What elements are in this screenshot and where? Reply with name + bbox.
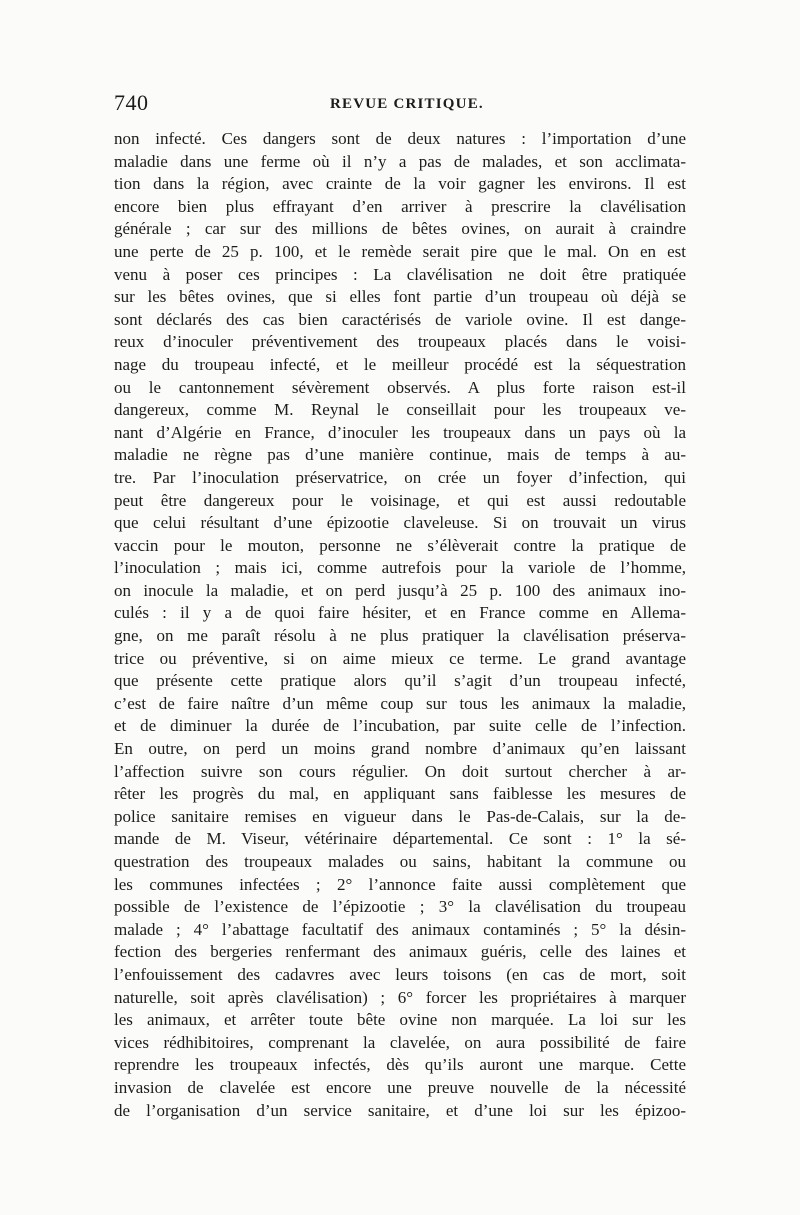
text-line: possible de l’existence de l’épizootie ; 3° la clavélisation du troupeau: [114, 897, 686, 917]
text-line: générale ; car sur des millions de bêtes ovines, on aurait à craindre: [114, 219, 686, 239]
text-line: encore bien plus effrayant d’en arriver à prescrire la clavélisation: [114, 196, 686, 216]
page-number: 740: [114, 90, 149, 115]
text-line: tion dans la région, avec crainte de la voir gagner les environs. Il est: [114, 174, 686, 194]
text-line: que présente cette pratique alors qu’il s’agit d’un troupeau infecté,: [114, 671, 686, 691]
text-line: les animaux, et arrêter toute bête ovine non marquée. La loi sur les: [114, 1010, 686, 1030]
text-line: gne, on me paraît résolu à ne plus pratiquer la clavélisation préserva-: [114, 626, 686, 646]
text-line: l’enfouissement des cadavres avec leurs toisons (en cas de mort, soit: [114, 964, 686, 984]
text-line: l’affection suivre son cours régulier. On doit surtout chercher à ar-: [114, 761, 686, 781]
text-line: trice ou préventive, si on aime mieux ce terme. Le grand avantage: [114, 648, 686, 668]
text-line: mande de M. Viseur, vétérinaire départemental. Ce sont : 1° la sé-: [114, 829, 686, 849]
text-line: peut être dangereux pour le voisinage, et qui est aussi redoutable: [114, 490, 686, 510]
text-line: culés : il y a de quoi faire hésiter, et en France comme en Allema-: [114, 603, 686, 623]
text-line: vaccin pour le mouton, personne ne s’élèverait contre la pratique de: [114, 535, 686, 555]
text-line: reux d’inoculer préventivement des troupeaux placés dans le voisi-: [114, 332, 686, 352]
text-line: nage du troupeau infecté, et le meilleur procédé est la séquestration: [114, 354, 686, 374]
text-line: dangereux, comme M. Reynal le conseillait pour les troupeaux ve-: [114, 400, 686, 420]
page-header: [114, 90, 686, 116]
text-line: naturelle, soit après clavélisation) ; 6° forcer les propriétaires à marquer: [114, 987, 686, 1007]
text-line: tre. Par l’inoculation préservatrice, on crée un foyer d’infection, qui: [114, 467, 686, 487]
body-text: [114, 128, 686, 1122]
text-line: on inocule la maladie, et on perd jusqu’à 25 p. 100 des animaux ino-: [114, 580, 686, 600]
text-line: une perte de 25 p. 100, et le remède serait pire que le mal. On en est: [114, 241, 686, 261]
text-line: venu à poser ces principes : La clavélisation ne doit être pratiquée: [114, 264, 686, 284]
text-line: l’inoculation ; mais ici, comme autrefois pour la variole de l’homme,: [114, 558, 686, 578]
text-line: rêter les progrès du mal, en appliquant sans faiblesse les mesures de: [114, 784, 686, 804]
text-line: c’est de faire naître d’un même coup sur tous les animaux la maladie,: [114, 693, 686, 713]
text-line: sont déclarés des cas bien caractérisés de variole ovine. Il est dange-: [114, 309, 686, 329]
running-head: REVUE CRITIQUE.: [330, 96, 484, 112]
text-line: de l’organisation d’un service sanitaire, et d’une loi sur les épizoo-: [114, 1100, 686, 1120]
text-line: maladie ne règne pas d’une manière continue, mais de temps à au-: [114, 445, 686, 465]
text-line: que celui résultant d’une épizootie claveleuse. Si on trouvait un virus: [114, 513, 686, 533]
text-line: maladie dans une ferme où il n’y a pas de malades, et son acclimata-: [114, 151, 686, 171]
text-line: fection des bergeries renfermant des animaux guéris, celle des laines et: [114, 942, 686, 962]
text-line: non infecté. Ces dangers sont de deux natures : l’importation d’une: [114, 129, 686, 148]
text-line: et de diminuer la durée de l’incubation, par suite celle de l’infection.: [114, 716, 686, 736]
text-line: reprendre les troupeaux infectés, dès qu’ils auront une marque. Cette: [114, 1055, 686, 1075]
text-line: sur les bêtes ovines, que si elles font partie d’un troupeau où déjà se: [114, 287, 686, 307]
text-line: questration des troupeaux malades ou sains, habitant la commune ou: [114, 852, 686, 871]
text-line: police sanitaire remises en vigueur dans le Pas-de-Calais, sur la de-: [114, 806, 686, 826]
text-line: malade ; 4° l’abattage facultatif des animaux contaminés ; 5° la désin-: [114, 919, 686, 939]
text-line: ou le cantonnement sévèrement observés. A plus forte raison est-il: [114, 377, 686, 397]
text-line: les communes infectées ; 2° l’annonce faite aussi complètement que: [114, 874, 686, 894]
text-line: invasion de clavelée est encore une preuve nouvelle de la nécessité: [114, 1077, 686, 1097]
text-line: nant d’Algérie en France, d’inoculer les troupeaux dans un pays où la: [114, 422, 686, 442]
text-line: En outre, on perd un moins grand nombre d’animaux qu’en laissant: [114, 739, 686, 759]
text-line: vices rédhibitoires, comprenant la clavelée, on aura possibilité de faire: [114, 1032, 686, 1052]
